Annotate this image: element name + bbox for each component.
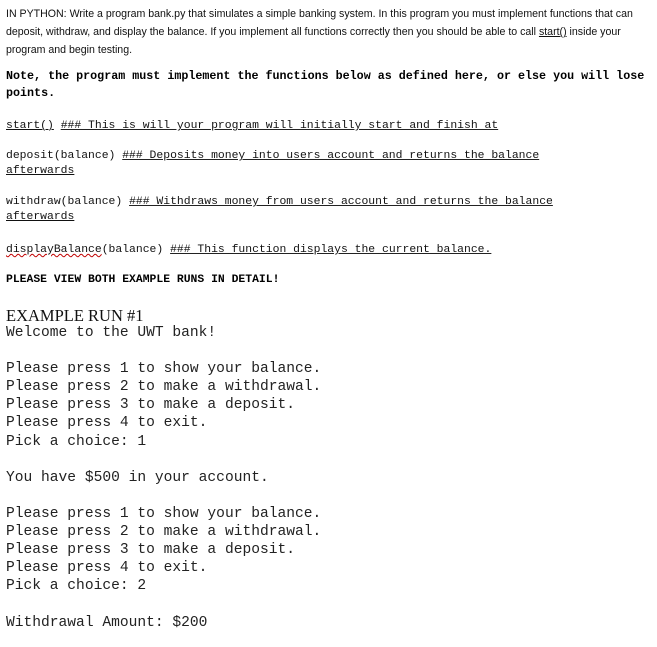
function-deposit-comment: ### Deposits money into users account and returns the balance xyxy=(122,150,540,162)
console-blank-line xyxy=(6,342,321,360)
function-deposit-comment-wrap: afterwards xyxy=(6,165,75,177)
console-blank-line xyxy=(6,595,321,613)
function-display-name: displayBalance xyxy=(6,244,102,256)
console-line: Please press 1 to show your balance. xyxy=(6,361,322,378)
function-display-args: (balance) xyxy=(101,244,164,256)
console-line: Please press 3 to make a deposit. xyxy=(6,397,296,414)
console-line: Please press 2 to make a withdrawal. xyxy=(6,524,322,541)
console-line: Please press 3 to make a deposit. xyxy=(6,542,296,559)
function-display xyxy=(6,243,652,258)
console-line: Please press 4 to exit. xyxy=(6,415,208,432)
console-line: Pick a choice: 1 xyxy=(6,433,147,450)
function-withdraw-comment-wrap: afterwards xyxy=(6,211,75,223)
intro-text: IN PYTHON: Write a program bank.py that simulates a simple banking system. In this program you must implement functions that can deposit, withdraw, and display the balance. If you implement all functions correctly then you should be able to call xyxy=(6,8,633,38)
console-output xyxy=(6,324,321,632)
console-blank-line xyxy=(6,487,321,505)
intro-text-end: inside your program and begin testing. xyxy=(6,26,621,56)
function-deposit-signature: deposit(balance) xyxy=(6,150,116,162)
assignment-intro xyxy=(6,5,654,59)
function-withdraw-comment: ### Withdraws money from users account and returns the balance xyxy=(129,196,553,208)
example-run-heading: EXAMPLE RUN #1 xyxy=(6,306,144,325)
function-deposit xyxy=(6,149,652,179)
console-line: Please press 4 to exit. xyxy=(6,560,208,577)
console-line: Pick a choice: 2 xyxy=(6,578,147,595)
function-start-comment: ### This is will your program will initially start and finish at xyxy=(60,120,499,132)
intro-start-call: start() xyxy=(538,26,567,38)
console-line: You have $500 in your account. xyxy=(6,469,269,486)
console-line: Please press 2 to make a withdrawal. xyxy=(6,379,322,396)
function-withdraw xyxy=(6,195,652,225)
function-start xyxy=(6,119,652,134)
console-line: Welcome to the UWT bank! xyxy=(6,325,217,341)
please-view-note: PLEASE VIEW BOTH EXAMPLE RUNS IN DETAIL! xyxy=(6,274,280,286)
function-display-comment: ### This function displays the current balance. xyxy=(170,244,492,256)
console-line: Please press 1 to show your balance. xyxy=(6,505,322,522)
console-blank-line xyxy=(6,451,321,469)
console-line: Withdrawal Amount: $200 xyxy=(6,614,208,631)
note-warning: Note, the program must implement the functions below as defined here, or else you will lose points. xyxy=(6,69,645,100)
function-start-signature: start() xyxy=(6,120,54,132)
function-withdraw-signature: withdraw(balance) xyxy=(6,196,123,208)
